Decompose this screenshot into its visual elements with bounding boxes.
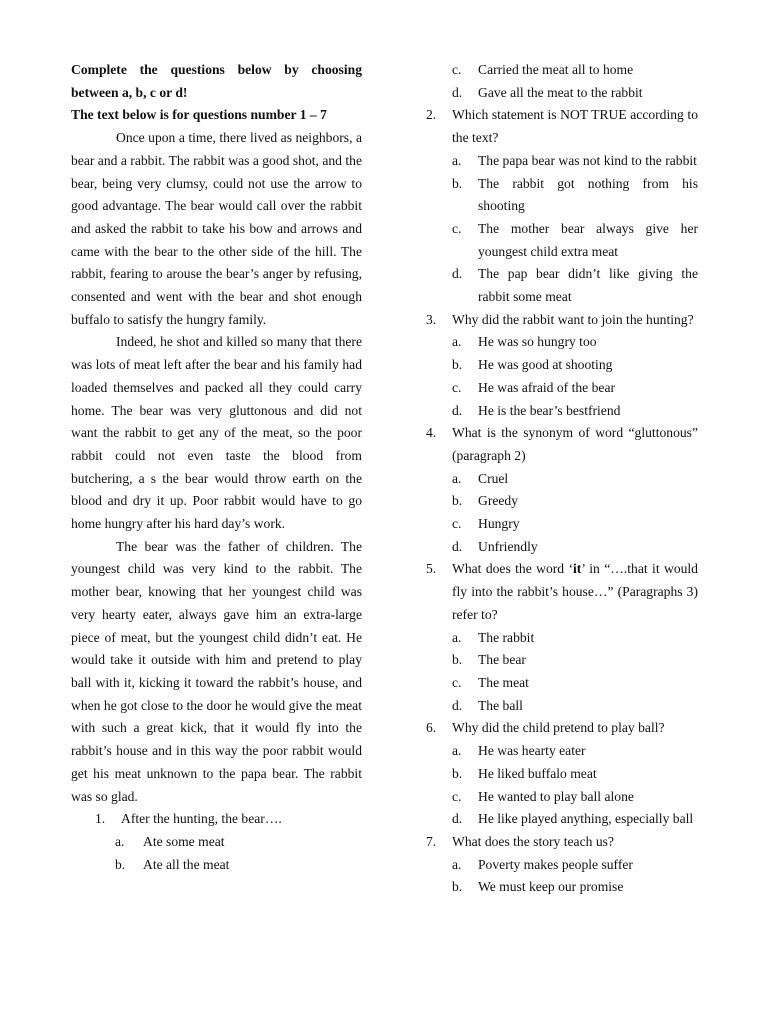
option-text: He wanted to play ball alone bbox=[478, 788, 634, 804]
option-letter: d. bbox=[452, 811, 463, 827]
story-paragraph-2: Indeed, he shot and killed so many that there was lots of meat left after the bear and his family had loaded themselves and packed all they could carry home. The bear was very gluttonous and did not want the rabbit to get any of the meat, so the poor rabbit could not even taste the blood from butchering, a s the bear would throw earth on the blood and dry it up. Poor rabbit would have to go home hungry after his hard day’s work. bbox=[71, 334, 362, 532]
option-a[interactable] bbox=[71, 831, 362, 854]
option-text: The pap bear didn’t like giving the rabbit some meat bbox=[478, 266, 698, 305]
option-letter: d. bbox=[452, 402, 463, 418]
option-b[interactable] bbox=[426, 173, 698, 218]
keyword: it bbox=[573, 561, 582, 577]
option-text: The rabbit got nothing from his shooting bbox=[478, 175, 698, 214]
option-d[interactable] bbox=[426, 82, 698, 105]
option-d[interactable] bbox=[426, 263, 698, 308]
option-c[interactable] bbox=[426, 513, 698, 536]
question-text: Which statement is NOT TRUE according to the text? bbox=[452, 107, 698, 146]
question-text: Why did the child pretend to play ball? bbox=[452, 720, 665, 736]
question-5 bbox=[426, 558, 698, 717]
option-letter: b. bbox=[452, 765, 463, 781]
option-letter: c. bbox=[452, 516, 462, 532]
option-text: He liked buffalo meat bbox=[478, 765, 597, 781]
option-a[interactable] bbox=[426, 854, 698, 877]
option-letter: a. bbox=[452, 743, 462, 759]
option-text: The meat bbox=[478, 674, 529, 690]
question-text: What is the synonym of word “gluttonous” (paragraph 2) bbox=[452, 425, 698, 463]
story-paragraph-1: Once upon a time, there lived as neighbors, a bear and a rabbit. The rabbit was a good shot, and the bear, being very clumsy, could not use the arrow to good advantage. The bear would call over the rabbit and asked the rabbit to take his bow and arrows and came with the bear to the other side of the hill. The rabbit, fearing to arouse the bear’s anger by refusing, consented and went with the bear and shot enough buffalo to satisfy the hungry family. bbox=[71, 130, 362, 327]
option-letter: c. bbox=[452, 674, 462, 690]
option-letter: c. bbox=[452, 788, 462, 804]
right-column bbox=[426, 59, 698, 899]
question-2 bbox=[426, 104, 698, 308]
option-text: Unfriendly bbox=[478, 538, 538, 554]
option-text: Poverty makes people suffer bbox=[478, 856, 633, 872]
question-number: 6. bbox=[426, 720, 437, 736]
option-letter: d. bbox=[452, 84, 463, 100]
option-a[interactable] bbox=[426, 331, 698, 354]
option-c[interactable] bbox=[426, 672, 698, 695]
option-text: The papa bear was not kind to the rabbit bbox=[478, 152, 697, 168]
option-b[interactable] bbox=[426, 649, 698, 672]
option-c[interactable] bbox=[426, 377, 698, 400]
option-a[interactable] bbox=[426, 468, 698, 491]
option-text: The bear bbox=[478, 652, 526, 668]
option-b[interactable] bbox=[426, 763, 698, 786]
question-7 bbox=[426, 831, 698, 899]
option-text: The mother bear always give her youngest child extra meat bbox=[478, 220, 698, 259]
question-number: 3. bbox=[426, 311, 437, 327]
option-a[interactable] bbox=[426, 150, 698, 173]
option-c[interactable] bbox=[426, 218, 698, 263]
option-text: He is the bear’s bestfriend bbox=[478, 402, 621, 418]
option-letter: a. bbox=[452, 629, 462, 645]
question-number: 5. bbox=[426, 561, 437, 577]
option-letter: c. bbox=[452, 220, 462, 236]
option-text: The ball bbox=[478, 697, 523, 713]
option-text: Ate all the meat bbox=[143, 856, 230, 872]
option-letter: d. bbox=[452, 266, 463, 282]
option-d[interactable] bbox=[426, 808, 698, 831]
option-text: Ate some meat bbox=[143, 833, 225, 849]
question-6 bbox=[426, 717, 698, 831]
option-text: He was good at shooting bbox=[478, 357, 613, 373]
option-letter: b. bbox=[452, 357, 463, 373]
option-b[interactable] bbox=[426, 876, 698, 899]
option-letter: b. bbox=[452, 879, 463, 895]
option-text: He was so hungry too bbox=[478, 334, 597, 350]
instruction: Complete the questions below by choosing between a, b, c or d! bbox=[71, 62, 362, 100]
option-letter: b. bbox=[452, 175, 463, 191]
option-letter: c. bbox=[452, 379, 462, 395]
option-letter: a. bbox=[115, 833, 125, 849]
option-text: The rabbit bbox=[478, 629, 535, 645]
option-text: He like played anything, especially ball bbox=[478, 811, 694, 827]
option-letter: a. bbox=[452, 152, 462, 168]
option-letter: b. bbox=[115, 856, 126, 872]
option-d[interactable] bbox=[426, 400, 698, 423]
option-d[interactable] bbox=[426, 536, 698, 559]
question-text: After the hunting, the bear…. bbox=[121, 811, 282, 827]
option-text: Hungry bbox=[478, 516, 520, 532]
option-letter: a. bbox=[452, 334, 462, 350]
option-letter: d. bbox=[452, 697, 463, 713]
left-column bbox=[71, 59, 362, 876]
option-text: Greedy bbox=[478, 493, 519, 509]
option-letter: d. bbox=[452, 538, 463, 554]
question-text: What does the word ‘it’ in “….that it would fly into the rabbit’s house…” (Paragraphs 3) refer to? bbox=[452, 561, 698, 622]
option-text: He was hearty eater bbox=[478, 743, 586, 759]
option-text: We must keep our promise bbox=[478, 879, 624, 895]
option-b[interactable] bbox=[71, 854, 362, 877]
question-4 bbox=[426, 422, 698, 558]
question-number: 7. bbox=[426, 833, 437, 849]
question-number: 2. bbox=[426, 107, 437, 123]
option-letter: b. bbox=[452, 652, 463, 668]
option-c[interactable] bbox=[426, 786, 698, 809]
option-text: He was afraid of the bear bbox=[478, 379, 615, 395]
option-c[interactable] bbox=[426, 59, 698, 82]
question-number: 1. bbox=[95, 811, 106, 827]
question-text: Why did the rabbit want to join the hunting? bbox=[452, 311, 694, 327]
option-letter: a. bbox=[452, 856, 462, 872]
option-text: Gave all the meat to the rabbit bbox=[478, 84, 643, 100]
option-a[interactable] bbox=[426, 627, 698, 650]
option-letter: c. bbox=[452, 62, 462, 77]
option-d[interactable] bbox=[426, 695, 698, 718]
option-text: Cruel bbox=[478, 470, 509, 486]
option-letter: a. bbox=[452, 470, 462, 486]
option-b[interactable] bbox=[426, 490, 698, 513]
option-letter: b. bbox=[452, 493, 463, 509]
text-range-note: The text below is for questions number 1 – 7 bbox=[71, 107, 327, 123]
question-text: What does the story teach us? bbox=[452, 833, 614, 849]
option-b[interactable] bbox=[426, 354, 698, 377]
question-3 bbox=[426, 309, 698, 423]
option-text: Carried the meat all to home bbox=[478, 62, 634, 77]
question-1 bbox=[71, 808, 362, 876]
question-number: 4. bbox=[426, 425, 437, 441]
story-paragraph-3: The bear was the father of children. The youngest child was very kind to the rabbit. The mother bear, knowing that her youngest child was very hearty eater, always gave him an extra-large piece of meat, but the youngest child didn’t eat. He would take it outside with him and pretend to play ball with it, kicking it toward the rabbit’s house, and when he got close to the door he would give the meat with such a great kick, that it would fly into the rabbit’s house and in this way the poor rabbit would get his meat unknown to the papa bear. The rabbit was so glad. bbox=[71, 538, 362, 804]
option-a[interactable] bbox=[426, 740, 698, 763]
